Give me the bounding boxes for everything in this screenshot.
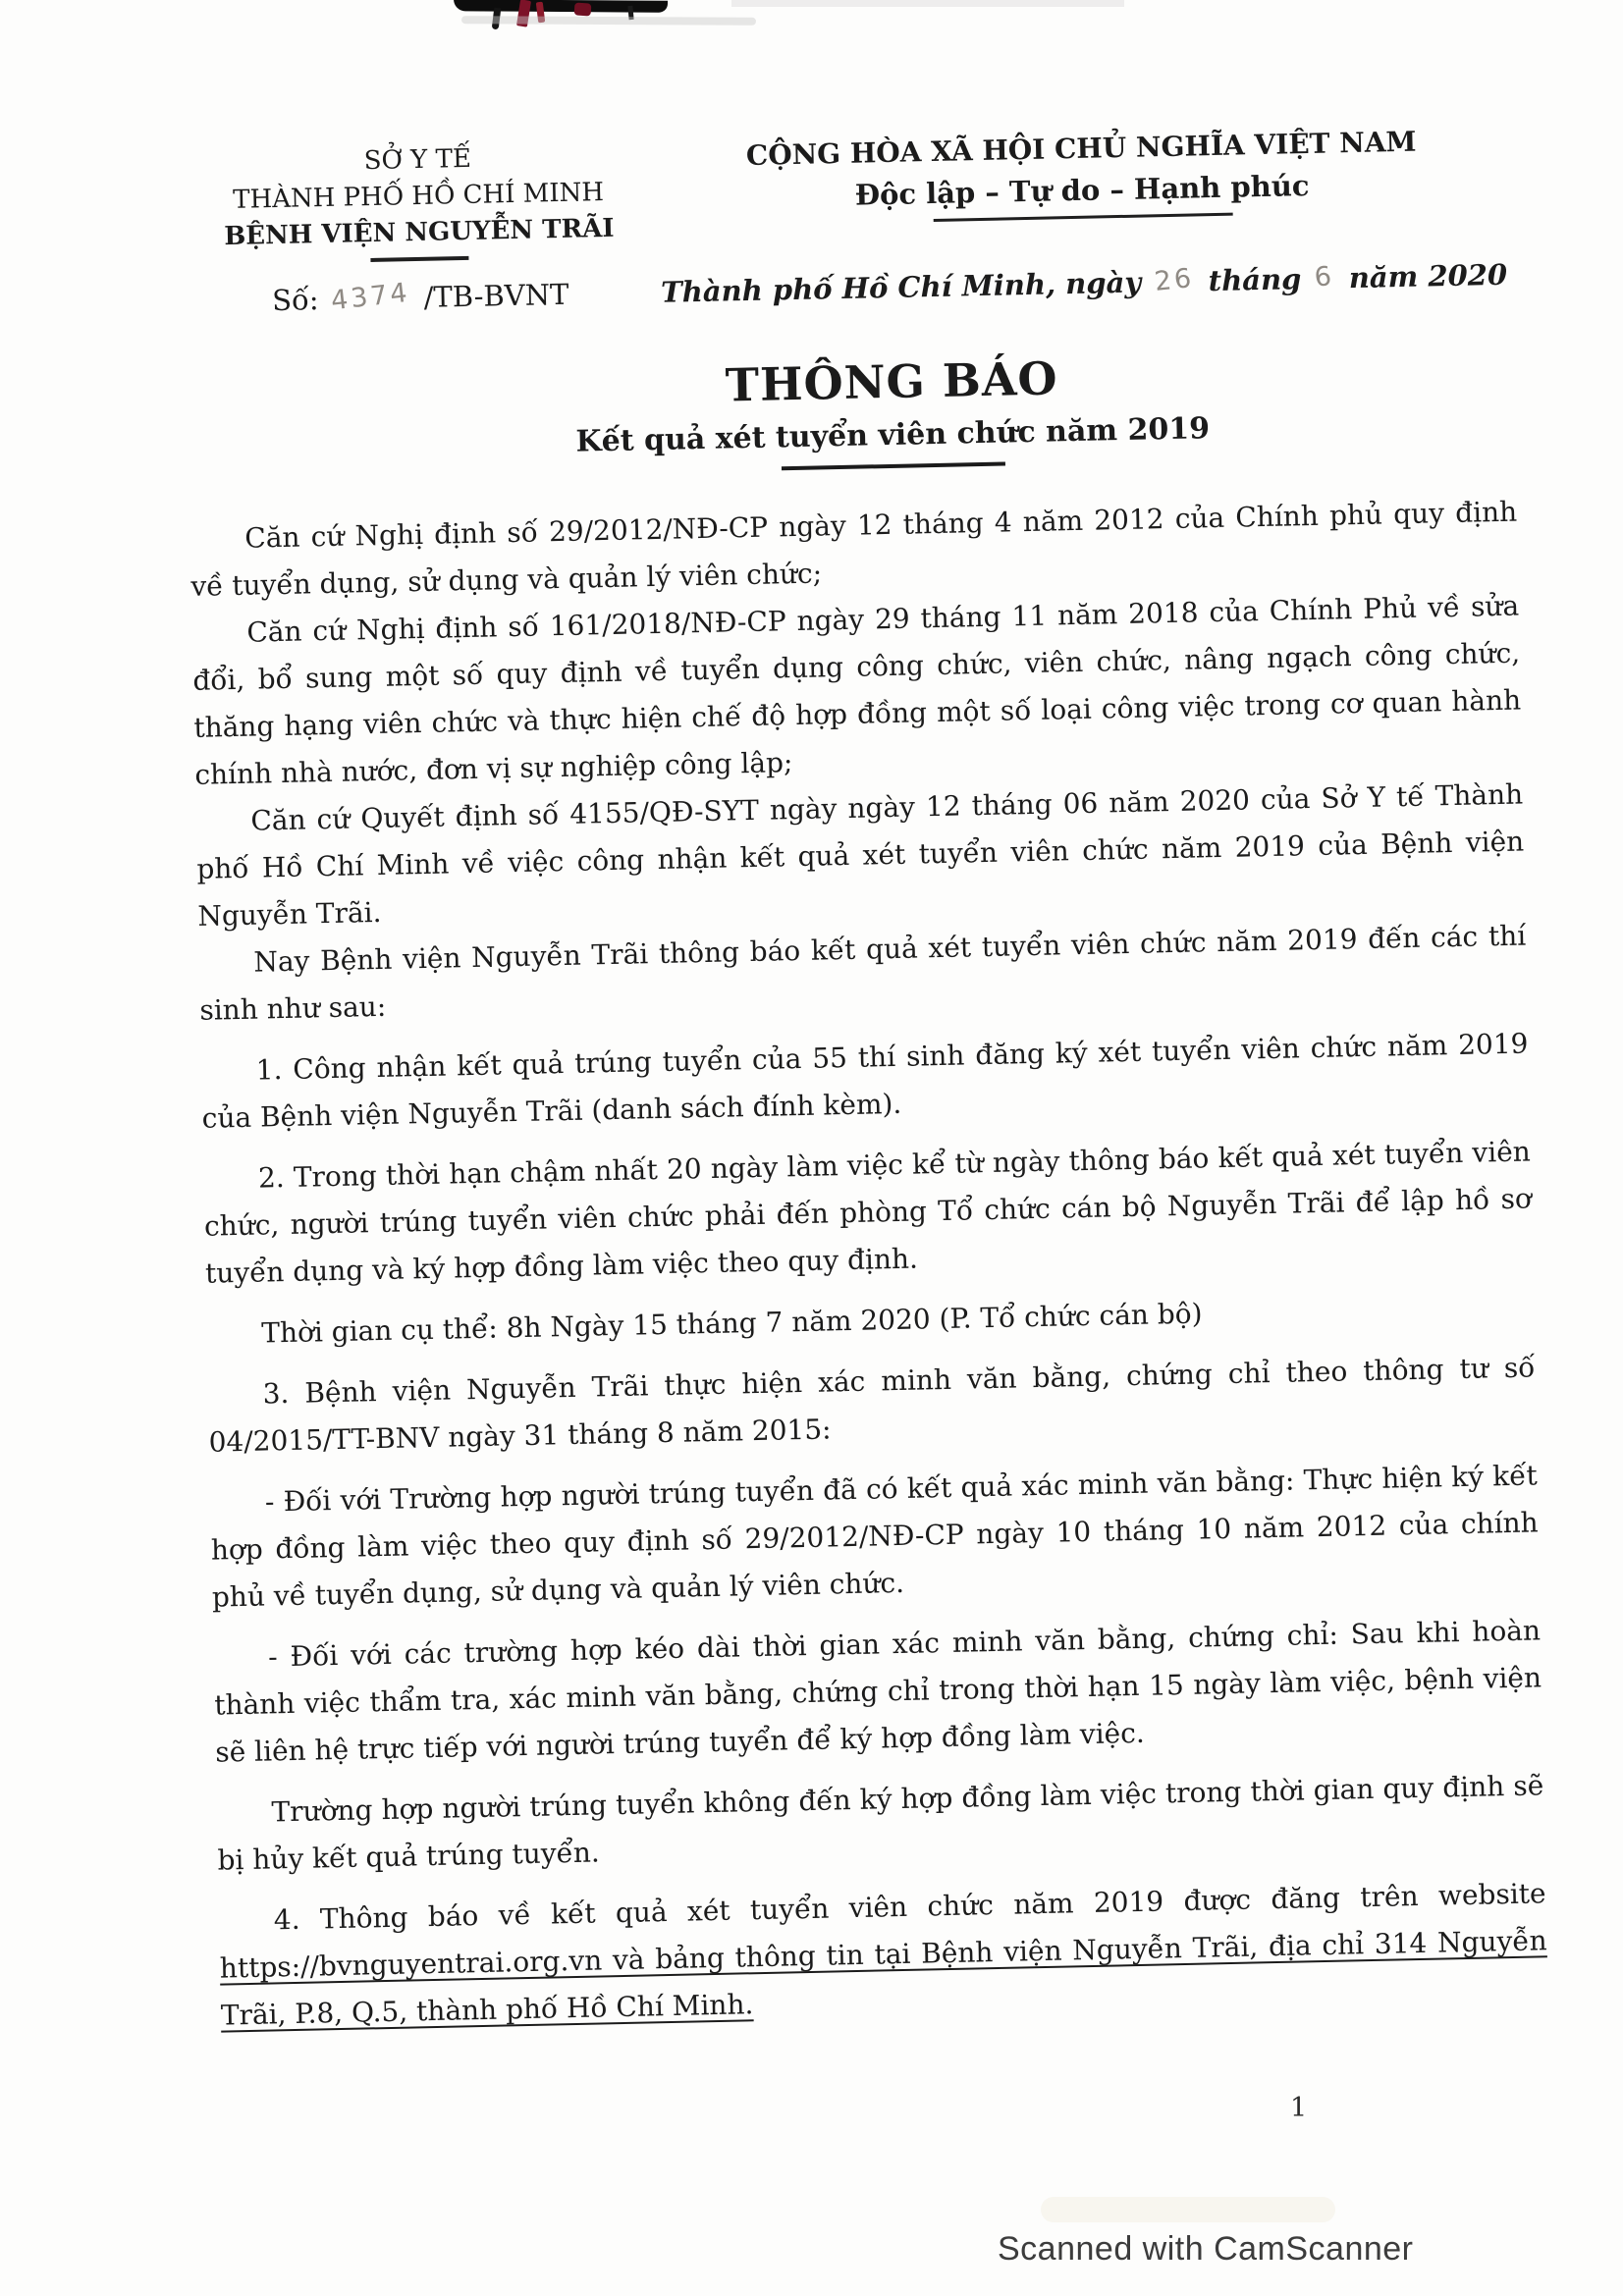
scan-smudge bbox=[461, 16, 756, 26]
document-title: THÔNG BÁO bbox=[725, 351, 1059, 412]
paragraph-item-2: 2. Trong thời hạn chậm nhất 20 ngày làm việc kể từ ngày thông báo kết quả xét tuyển viên chức, người trúng tuyển viên chức phải đến phòng Tổ chức cán bộ Nguyễn Trãi để lập hồ sơ tuyển dụng và ký hợp đồng làm việc theo quy định. bbox=[203, 1135, 1533, 1290]
document-body bbox=[189, 489, 1548, 2040]
doc-number-prefix: Số: bbox=[271, 283, 319, 318]
issuing-agency-block bbox=[182, 137, 655, 266]
paragraph-basis-1: Căn cứ Nghị định số 29/2012/NĐ-CP ngày 12 tháng 4 năm 2012 của Chính phủ quy định về tuyển dụng, sử dụng và quản lý viên chức; bbox=[190, 495, 1518, 603]
hospital-name: BỆNH VIỆN NGUYỄN TRÃI bbox=[223, 213, 615, 252]
agency-parent-name: SỞ Y TẾ bbox=[363, 143, 472, 177]
paragraph-basis-2: Căn cứ Nghị định số 161/2018/NĐ-CP ngày 29 tháng 11 năm 2018 của Chính Phủ về sửa đổi, bổ sung một số quy định về tuyển dụng công chức, viên chức, nâng ngạch công chức, thăng hạng viên chức và thực hiện chế độ hợp đồng một số loại công việc trong cơ quan hành chính nhà nước, đơn vị sự nghiệp công lập; bbox=[192, 589, 1522, 791]
camscanner-watermark: Scanned with CamScanner bbox=[998, 2230, 1414, 2268]
document-header bbox=[182, 120, 1511, 266]
national-title: CỘNG HÒA XÃ HỘI CHỦ NGHĨA VIỆT NAM bbox=[745, 125, 1417, 172]
scan-edge-artifact bbox=[454, 0, 668, 13]
paragraph-item-4 bbox=[218, 1870, 1548, 2039]
item-4-lead: 4. Thông báo về kết quả xét tuyển viên chức năm 2019 được đăng trên website bbox=[273, 1877, 1546, 1937]
red-ink-artifact bbox=[574, 2, 592, 16]
paragraph-cancellation: Trường hợp người trúng tuyển không đến ký hợp đồng làm việc trong thời gian quy định sẽ bị hủy kết quả trúng tuyển. bbox=[217, 1769, 1544, 1877]
dateline-mid: tháng bbox=[1208, 262, 1302, 298]
motto-underline bbox=[933, 213, 1232, 222]
agency-city-name: THÀNH PHỐ HỒ CHÍ MINH bbox=[232, 178, 605, 215]
national-motto-block bbox=[653, 120, 1511, 256]
document-subtitle: Kết quả xét tuyển viên chức năm 2019 bbox=[575, 411, 1211, 459]
title-block bbox=[228, 342, 1557, 482]
document-number bbox=[185, 276, 657, 319]
title-underline bbox=[782, 462, 1005, 471]
date-line bbox=[656, 258, 1513, 309]
paragraph-basis-3: Căn cứ Quyết định số 4155/QĐ-SYT ngày ngày 12 tháng 06 năm 2020 của Sở Y tế Thành phố Hồ Chí Minh về việc công nhận kết quả xét tuyển viên chức năm 2019 của Bệnh viện Nguyễn Trãi. bbox=[196, 777, 1525, 933]
paragraph-case-verified: - Đối với Trường hợp người trúng tuyển đã có kết quả xác minh văn bằng: Thực hiện ký kết hợp đồng làm việc theo quy định số 29/2012/NĐ-CP ngày 10 tháng 10 năm 2012 của chính phủ về tuyển dụng, sử dụng và quản lý viên chức. bbox=[210, 1459, 1539, 1614]
doc-number-handwritten: 4374 bbox=[330, 277, 412, 317]
paragraph-case-extended: - Đối với các trường hợp kéo dài thời gian xác minh văn bằng, chứng chỉ: Sau khi hoàn thành việc thẩm tra, xác minh văn bằng, chứng chỉ trong thời hạn 15 ngày làm việc, bệnh viện sẽ liên hệ trực tiếp với người trúng tuyển để ký hợp đồng làm việc. bbox=[213, 1614, 1542, 1769]
scan-smudge bbox=[1041, 2197, 1335, 2222]
paragraph-schedule: Thời gian cụ thể: 8h Ngày 15 tháng 7 năm 2020 (P. Tổ chức cán bộ) bbox=[260, 1297, 1203, 1350]
dateline-lead: Thành phố Hồ Chí Minh, ngày bbox=[660, 265, 1142, 309]
dateline-tail: năm 2020 bbox=[1348, 257, 1508, 295]
page-number: 1 bbox=[1290, 2093, 1308, 2123]
paragraph-item-1: 1. Công nhận kết quả trúng tuyển của 55 thí sinh đăng ký xét tuyển viên chức năm 2019 của Bệnh viện Nguyễn Trãi (danh sách đính kèm). bbox=[201, 1027, 1529, 1135]
website-address-underlined: https://bvnguyentrai.org.vn và bảng thông tin tại Bệnh viện Nguyễn Trãi, địa chỉ 314 Nguyễn Trãi, P.8, Q.5, thành phố Hồ Chí Minh. bbox=[219, 1924, 1547, 2032]
header-underline bbox=[370, 256, 468, 262]
national-motto: Độc lập – Tự do – Hạnh phúc bbox=[854, 168, 1310, 212]
paragraph-item-3: 3. Bệnh viện Nguyễn Trãi thực hiện xác minh văn bằng, chứng chỉ theo thông tư số 04/2015/TT-BNV ngày 31 tháng 8 năm 2015: bbox=[208, 1351, 1536, 1459]
doc-number-suffix: /TB-BVNT bbox=[423, 277, 569, 314]
dateline-month-handwritten: 6 bbox=[1313, 260, 1336, 294]
document-meta-row bbox=[185, 258, 1512, 319]
scan-smudge bbox=[731, 0, 1124, 7]
dateline-day-handwritten: 26 bbox=[1153, 262, 1196, 297]
document-content bbox=[182, 120, 1548, 2040]
paragraph-intro: Nay Bệnh viện Nguyễn Trãi thông báo kết quả xét tuyển viên chức năm 2019 đến các thí sinh như sau: bbox=[199, 919, 1527, 1027]
